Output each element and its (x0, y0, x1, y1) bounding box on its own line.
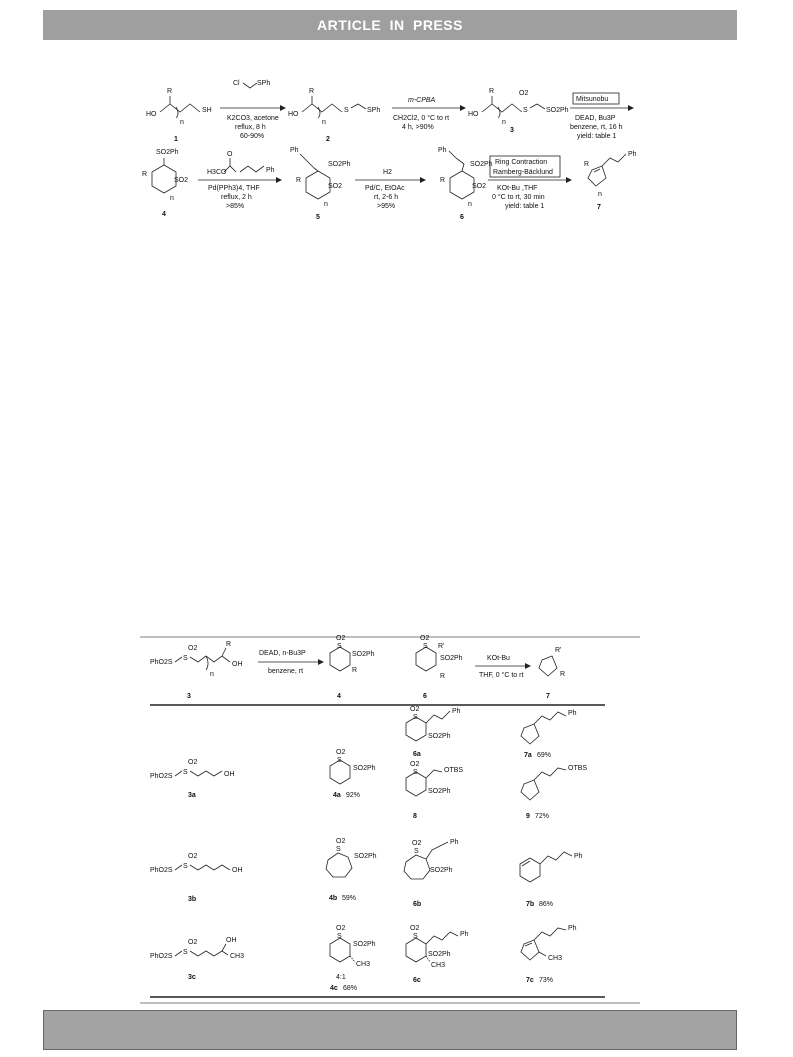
compound-3-label: 3 (510, 127, 514, 134)
atom-label: S (423, 643, 428, 650)
atom-label: SO2Ph (546, 107, 569, 114)
atom-label: R (440, 673, 446, 680)
row-6c-label: 6c (413, 977, 421, 984)
atom-label: 68% (343, 985, 358, 992)
atom-label: yield: table 1 (505, 203, 545, 210)
atom-label: O2 (420, 635, 430, 642)
atom-label: O2 (336, 838, 346, 845)
compound-5 (290, 147, 351, 221)
atom-label: 92% (346, 792, 361, 799)
atom-label: R (296, 177, 302, 184)
step-3 (570, 93, 634, 140)
atom-label: S (183, 863, 188, 870)
atom-label: R' (438, 643, 445, 650)
atom-label: PhO2S (150, 953, 173, 960)
atom-label: H2 (383, 169, 392, 176)
atom-label: S (344, 107, 349, 114)
footer-bar (43, 1010, 737, 1050)
step-5 (355, 169, 426, 210)
atom-label: S (183, 769, 188, 776)
atom-label: PhO2S (150, 773, 173, 780)
atom-label: O2 (188, 645, 198, 652)
atom-label: SO2Ph (352, 651, 375, 658)
atom-label: R (584, 161, 590, 168)
atom-label: S (523, 107, 528, 114)
atom-label: O2 (410, 706, 420, 713)
atom-label: S (183, 949, 188, 956)
atom-label: benzene, rt (268, 668, 304, 675)
table-header-3: 3 (187, 693, 191, 700)
atom-label: SO2Ph (156, 149, 179, 156)
atom-label: S (413, 933, 418, 940)
atom-label: OH (224, 771, 235, 778)
step-6 (488, 156, 572, 210)
atom-label: Ring Contraction (495, 159, 548, 166)
atom-label: S (336, 846, 341, 853)
atom-label: DEAD, Bu3P (575, 115, 616, 122)
atom-label: R (352, 667, 358, 674)
atom-label: CH3 (230, 953, 245, 960)
row-3a-label: 3a (188, 792, 196, 799)
compound-6 (438, 147, 493, 221)
atom-label: O2 (410, 925, 420, 932)
step-1 (220, 80, 286, 140)
row-3c-label: 3c (188, 974, 196, 981)
atom-label: yield: table 1 (577, 133, 617, 140)
row-4a-label: 4a (333, 792, 341, 799)
atom-label: Pd/C, EtOAc (365, 185, 405, 192)
row-4b-label: 4b (329, 895, 338, 902)
compound-1 (146, 88, 212, 143)
atom-label: R' (555, 647, 562, 654)
table-header-6: 6 (423, 693, 427, 700)
row-7a-label: 7a (524, 752, 532, 759)
compound-1-n: n (180, 119, 184, 126)
row-6a-label: 6a (413, 751, 421, 758)
atom-label: S (413, 769, 418, 776)
row-6b-label: 6b (413, 901, 422, 908)
step-1-cond3: 60-90% (240, 133, 265, 140)
atom-label: O2 (412, 840, 422, 847)
row-3b-label: 3b (188, 896, 197, 903)
atom-label: SO2Ph (354, 853, 377, 860)
compound-4-label: 4 (162, 211, 166, 218)
atom-label: n (210, 671, 214, 678)
atom-label: n (502, 119, 506, 126)
atom-label: CH3 (431, 962, 446, 969)
compound-1-ho: HO (146, 111, 157, 118)
article-in-press-banner: ARTICLE IN PRESS (43, 10, 737, 40)
compound-6-label: 6 (460, 214, 464, 221)
atom-label: S (413, 714, 418, 721)
step-1-cond2: reflux, 8 h (235, 124, 266, 131)
table-header (150, 635, 565, 700)
row-7b-label: 7b (526, 901, 535, 908)
atom-label: SO2Ph (328, 161, 351, 168)
atom-label: SO2Ph (353, 941, 376, 948)
atom-label: rt, 2-6 h (374, 194, 399, 201)
step-2 (392, 97, 466, 131)
atom-label: Ph (452, 708, 461, 715)
atom-label: CH3 (548, 955, 563, 962)
atom-label: R (489, 88, 495, 95)
atom-label: DEAD, n-Bu3P (259, 650, 306, 657)
atom-label: n (170, 195, 174, 202)
atom-label: Ph (568, 710, 577, 717)
step-1-reagent2: SPh (257, 80, 271, 87)
compound-5-label: 5 (316, 214, 320, 221)
atom-label: Ph (568, 925, 577, 932)
atom-label: n (468, 201, 472, 208)
atom-label: KOt-Bu (487, 655, 510, 662)
atom-label: 0 °C to rt, 30 min (492, 194, 545, 201)
atom-label: OH (226, 937, 237, 944)
atom-label: PhO2S (150, 867, 173, 874)
atom-label: SPh (367, 107, 381, 114)
atom-label: 69% (537, 752, 552, 759)
row-4c-label: 4c (330, 985, 338, 992)
atom-label: OTBS (444, 767, 464, 774)
atom-label: S (414, 848, 419, 855)
step-4 (198, 151, 282, 210)
compound-3 (468, 88, 569, 134)
table-header-4: 4 (337, 693, 341, 700)
atom-label: n (598, 191, 602, 198)
compound-1-label: 1 (174, 136, 178, 143)
atom-label: SO2Ph (428, 951, 451, 958)
atom-label: SO2Ph (353, 765, 376, 772)
compound-4 (142, 149, 188, 218)
atom-label: Ph (266, 167, 275, 174)
atom-label: O2 (336, 749, 346, 756)
atom-label: S (337, 643, 342, 650)
atom-label: SO2Ph (428, 733, 451, 740)
atom-label: CH3 (356, 961, 371, 968)
atom-label: PhO2S (150, 659, 173, 666)
atom-label: O2 (519, 90, 529, 97)
atom-label: OH (232, 867, 243, 874)
atom-label: n (322, 119, 326, 126)
table-row (150, 838, 583, 908)
atom-label: R (309, 88, 315, 95)
atom-label: Ph (628, 151, 637, 158)
table-row (150, 706, 587, 820)
compound-1-sh: SH (202, 107, 212, 114)
compound-2-label: 2 (326, 136, 330, 143)
atom-label: R (440, 177, 446, 184)
atom-label: 4:1 (336, 974, 346, 981)
atom-label: R (560, 671, 566, 678)
atom-label: SO2Ph (428, 788, 451, 795)
atom-label: SO2 (328, 183, 343, 190)
mitsunobu-box: Mitsunobu (576, 96, 609, 103)
atom-label: H3CO (207, 169, 227, 176)
atom-label: R (142, 171, 148, 178)
atom-label: Ph (574, 853, 583, 860)
atom-label: 86% (539, 901, 554, 908)
atom-label: CH2Cl2, 0 °C to rt (393, 115, 450, 122)
atom-label: HO (288, 111, 299, 118)
atom-label: O2 (336, 635, 346, 642)
atom-label: S (337, 933, 342, 940)
row-8-label: 8 (413, 813, 417, 820)
compound-7 (584, 151, 637, 211)
row-7c-label: 7c (526, 977, 534, 984)
atom-label: >85% (226, 203, 245, 210)
atom-label: Ramberg-Bäcklund (493, 169, 553, 176)
atom-label: OTBS (568, 765, 588, 772)
atom-label: Ph (450, 839, 459, 846)
table-header-7: 7 (546, 693, 550, 700)
step-1-cond1: K2CO3, acetone (227, 115, 279, 122)
atom-label: O (227, 151, 233, 158)
atom-label: O2 (188, 939, 198, 946)
atom-label: 59% (342, 895, 357, 902)
atom-label: KOt-Bu ,THF (497, 185, 538, 192)
step-1-reagent: Cl (233, 80, 240, 87)
atom-label: 72% (535, 813, 550, 820)
atom-label: 4 h, >90% (402, 124, 434, 131)
atom-label: S (337, 757, 342, 764)
atom-label: Pd(PPh3)4, THF (208, 185, 260, 192)
compound-1-r: R (167, 88, 173, 95)
atom-label: OH (232, 661, 243, 668)
atom-label: benzene, rt, 16 h (570, 124, 623, 131)
atom-label: O2 (188, 759, 198, 766)
atom-label: n (324, 201, 328, 208)
atom-label: S (183, 655, 188, 662)
atom-label: O2 (336, 925, 346, 932)
compound-2 (288, 88, 380, 143)
atom-label: SO2 (174, 177, 189, 184)
atom-label: THF, 0 °C to rt (479, 672, 524, 679)
table-row (150, 925, 577, 992)
atom-label: SO2Ph (430, 867, 453, 874)
row-9-label: 9 (526, 813, 530, 820)
atom-label: Ph (460, 931, 469, 938)
atom-label: Ph (290, 147, 299, 154)
atom-label: >95% (377, 203, 396, 210)
atom-label: Ph (438, 147, 447, 154)
atom-label: SO2Ph (440, 655, 463, 662)
atom-label: SO2 (472, 183, 487, 190)
atom-label: SO2Ph (470, 161, 493, 168)
atom-label: reflux, 2 h (221, 194, 252, 201)
atom-label: m-CPBA (408, 97, 436, 104)
atom-label: O2 (410, 761, 420, 768)
atom-label: R (226, 641, 232, 648)
atom-label: O2 (188, 853, 198, 860)
atom-label: 73% (539, 977, 554, 984)
compound-7-label: 7 (597, 204, 601, 211)
atom-label: HO (468, 111, 479, 118)
